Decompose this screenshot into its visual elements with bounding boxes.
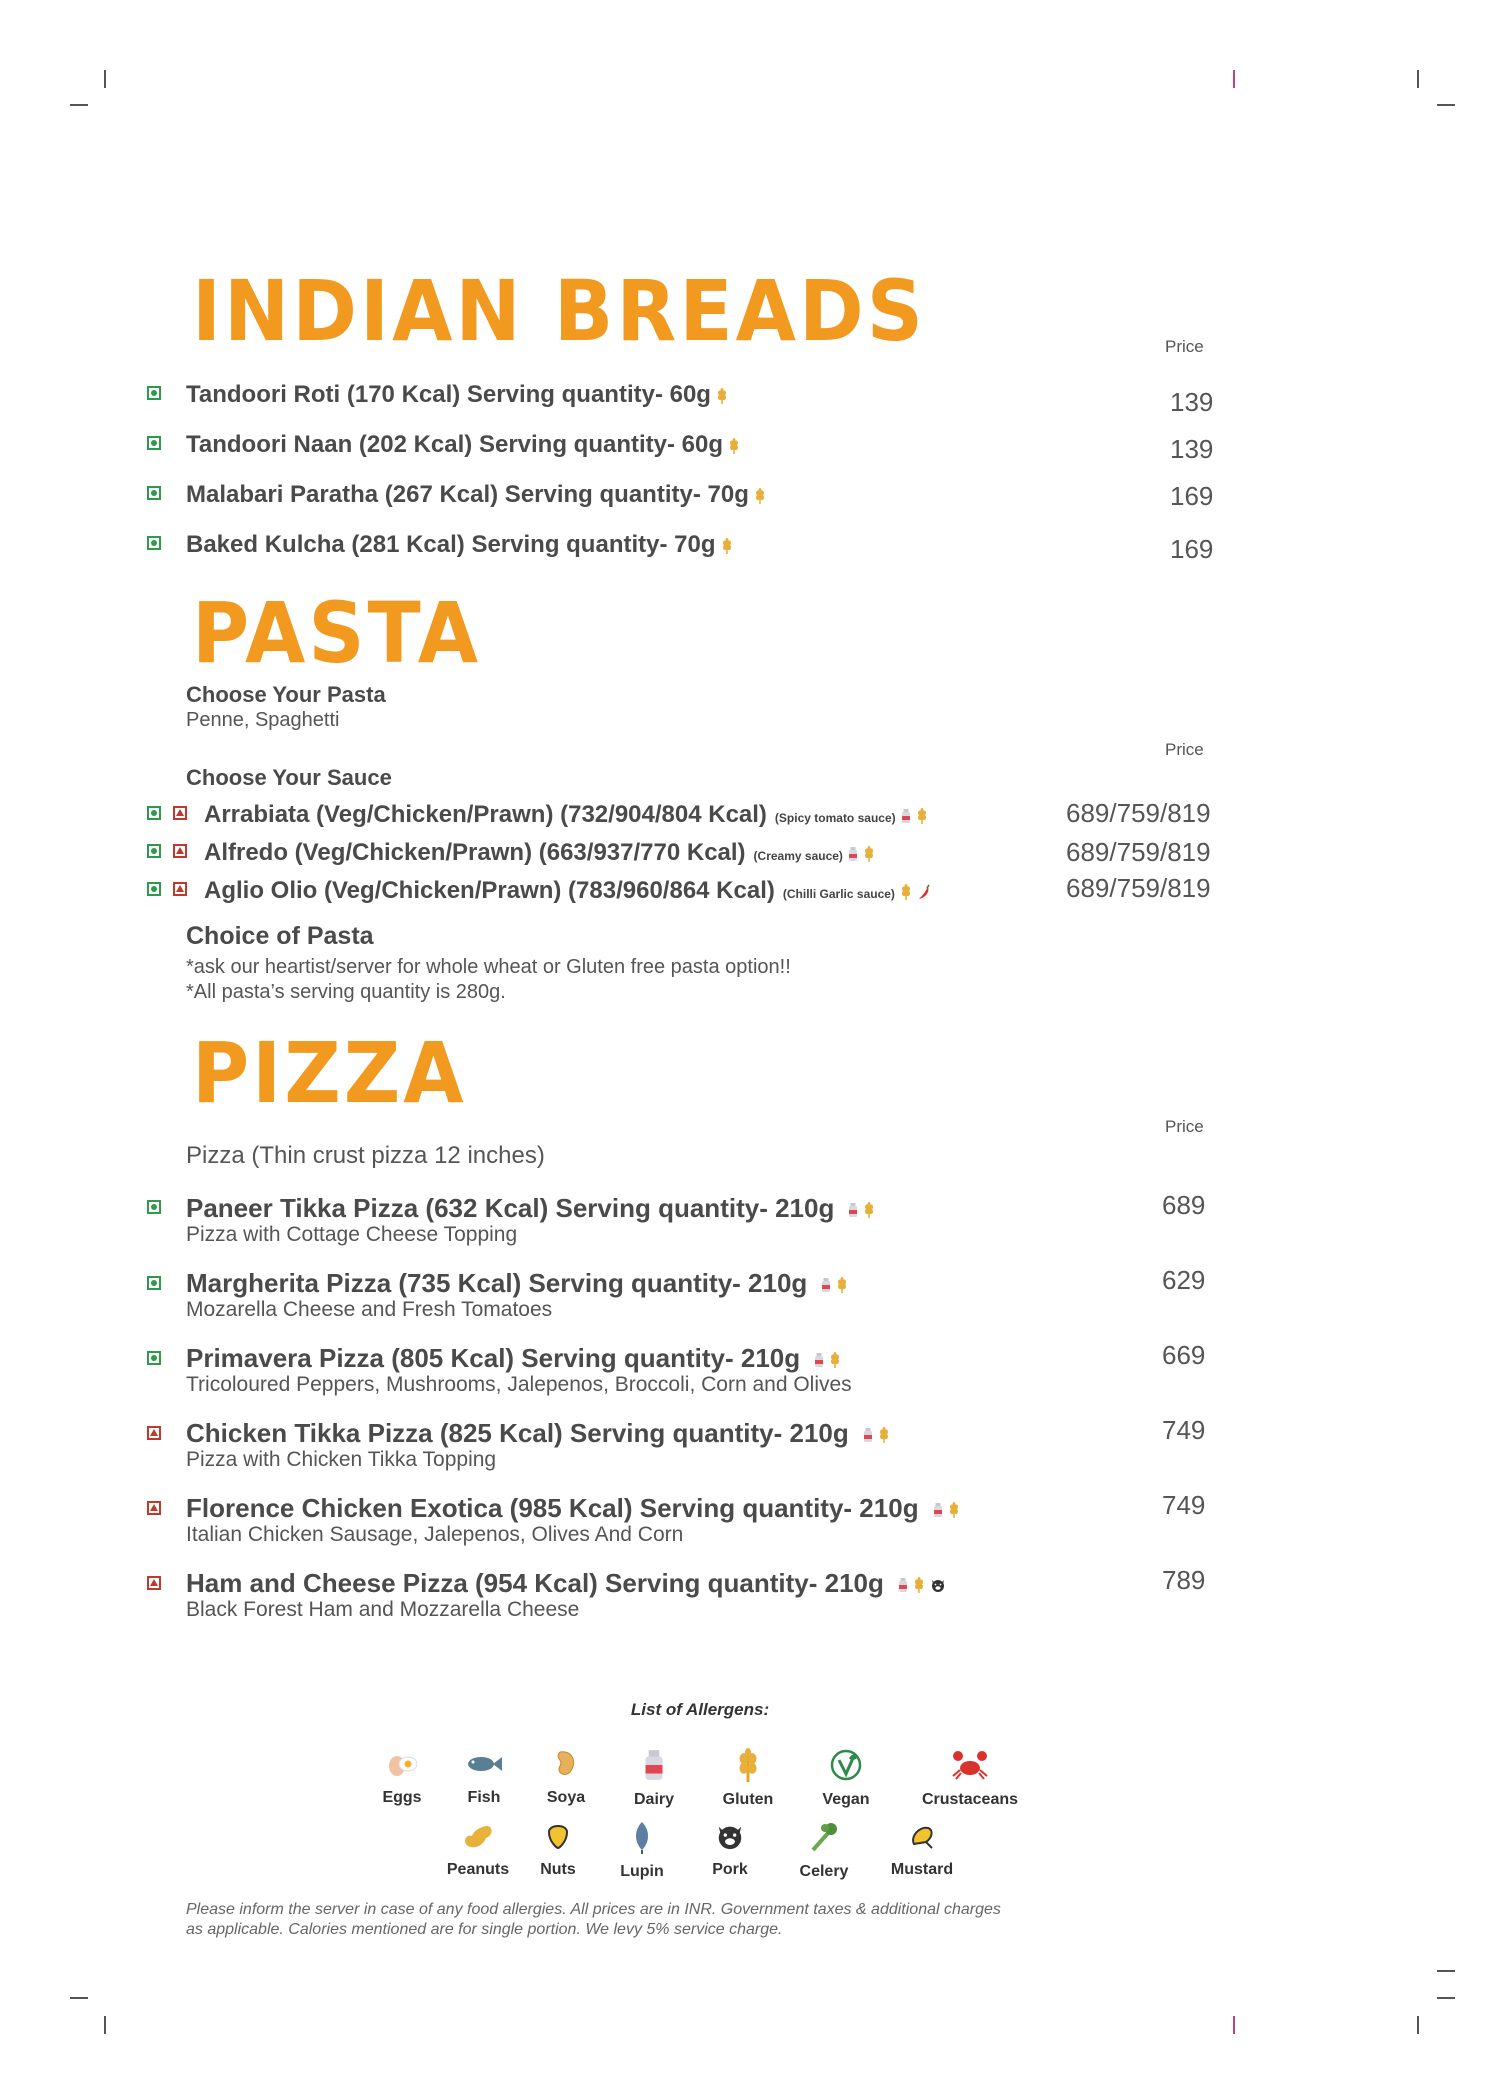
item-description: Tricoloured Peppers, Mushrooms, Jalepenos, Broccoli, Corn and Olives xyxy=(186,1373,852,1396)
item-name: Paneer Tikka Pizza (632 Kcal) Serving quantity- 210g xyxy=(186,1193,835,1223)
item-description: Mozarella Cheese and Fresh Tomatoes xyxy=(186,1298,553,1321)
item-price: 749 xyxy=(1162,1490,1206,1520)
peanut-icon xyxy=(460,1820,496,1852)
dairy-icon xyxy=(898,1577,908,1593)
nonveg-icon xyxy=(147,1501,161,1515)
celery-icon xyxy=(807,1820,841,1854)
crop-mark xyxy=(1437,104,1455,106)
item-description: Pizza with Cottage Cheese Topping xyxy=(186,1223,518,1246)
dairy-icon xyxy=(821,1277,831,1293)
sauce-note: (Creamy sauce) xyxy=(753,849,843,863)
gluten-icon xyxy=(900,884,912,900)
veg-icon xyxy=(147,882,161,896)
gluten-icon xyxy=(836,1277,848,1293)
price-header: Price xyxy=(1165,740,1204,759)
allergen-label: Peanuts xyxy=(446,1861,510,1878)
choice-of-pasta-heading: Choice of Pasta xyxy=(186,922,374,950)
section-title-pizza: PIZZA xyxy=(192,1025,467,1123)
allergen-label: Fish xyxy=(467,1789,501,1806)
crop-mark xyxy=(1417,70,1419,88)
crab-icon xyxy=(950,1748,990,1782)
item-price: 669 xyxy=(1162,1340,1206,1370)
allergen-label: Pork xyxy=(712,1861,748,1878)
allergen-label: Dairy xyxy=(633,1791,675,1808)
dairy-icon xyxy=(933,1502,943,1518)
item-name: Aglio Olio (Veg/Chicken/Prawn) (783/960/864 Kcal) xyxy=(204,877,775,904)
crop-mark xyxy=(1233,70,1235,88)
veg-icon xyxy=(147,536,161,550)
crop-mark xyxy=(70,1997,88,1999)
item-price: 169 xyxy=(1170,481,1214,511)
item-price: 689 xyxy=(1162,1190,1206,1220)
gluten-icon xyxy=(728,438,740,454)
nonveg-icon xyxy=(147,1426,161,1440)
dairy-icon xyxy=(863,1427,873,1443)
allergen-label: Vegan xyxy=(822,1791,870,1808)
section-title-indian-breads: INDIAN BREADS xyxy=(192,263,926,361)
item-description: Black Forest Ham and Mozzarella Cheese xyxy=(186,1598,580,1621)
dairy-icon xyxy=(901,808,911,824)
mustard-icon xyxy=(906,1820,938,1852)
gluten-icon xyxy=(754,488,766,504)
dairy-icon xyxy=(814,1352,824,1368)
item-name: Malabari Paratha (267 Kcal) Serving quantity- 70g xyxy=(186,481,749,508)
veg-icon xyxy=(147,486,161,500)
item-name: Alfredo (Veg/Chicken/Prawn) (663/937/770 Kcal) xyxy=(204,839,746,866)
footer-line: as applicable. Calories mentioned are for single portion. We levy 5% service charge. xyxy=(186,1921,783,1938)
veg-icon xyxy=(147,386,161,400)
chilli-icon xyxy=(917,884,931,900)
allergen-label: Soya xyxy=(546,1789,586,1806)
allergen-soya xyxy=(516,1748,616,1807)
item-price: 689/759/819 xyxy=(1066,798,1211,828)
item-name: Arrabiata (Veg/Chicken/Prawn) (732/904/804 Kcal) xyxy=(204,801,767,828)
sauce-note: (Chilli Garlic sauce) xyxy=(782,887,895,901)
allergen-pork xyxy=(680,1820,780,1879)
allergen-label: Nuts xyxy=(540,1861,576,1878)
section-title-pasta: PASTA xyxy=(192,585,482,683)
crop-mark xyxy=(1233,2016,1235,2034)
allergen-vegan xyxy=(796,1748,896,1809)
item-name: Margherita Pizza (735 Kcal) Serving quantity- 210g xyxy=(186,1268,808,1298)
item-name: Tandoori Roti (170 Kcal) Serving quantity- 60g xyxy=(186,381,711,408)
fish-icon xyxy=(464,1748,504,1780)
dairy-icon xyxy=(848,846,858,862)
price-header: Price xyxy=(1165,1117,1204,1136)
gluten-icon xyxy=(948,1502,960,1518)
allergen-label: Mustard xyxy=(890,1861,954,1878)
allergen-lupin xyxy=(592,1820,692,1881)
footer-line: Please inform the server in case of any food allergies. All prices are in INR. Government taxes & additional charges xyxy=(186,1901,1001,1918)
allergen-label: Gluten xyxy=(722,1791,774,1808)
item-name: Florence Chicken Exotica (985 Kcal) Serving quantity- 210g xyxy=(186,1493,919,1523)
item-price: 139 xyxy=(1170,387,1214,417)
pasta-note: *All pasta’s serving quantity is 280g. xyxy=(186,981,506,1003)
allergen-celery xyxy=(774,1820,874,1881)
pasta-options: Penne, Spaghetti xyxy=(186,709,340,731)
allergen-mustard xyxy=(872,1820,972,1879)
lupin-icon xyxy=(630,1820,654,1854)
gluten-icon xyxy=(721,538,733,554)
veg-icon xyxy=(147,806,161,820)
sauce-note: (Spicy tomato sauce) xyxy=(774,811,896,825)
item-price: 689/759/819 xyxy=(1066,873,1211,903)
crop-mark xyxy=(104,2016,106,2034)
nonveg-icon xyxy=(173,882,187,896)
gluten-icon xyxy=(863,1202,875,1218)
dairy-icon xyxy=(642,1748,666,1782)
choose-sauce-heading: Choose Your Sauce xyxy=(186,765,392,790)
nut-icon xyxy=(543,1820,573,1852)
veg-icon xyxy=(147,844,161,858)
veg-icon xyxy=(147,1200,161,1214)
item-name: Baked Kulcha (281 Kcal) Serving quantity- 70g xyxy=(186,531,716,558)
footer-note xyxy=(186,1900,1001,1940)
pizza-subtitle: Pizza (Thin crust pizza 12 inches) xyxy=(186,1142,545,1169)
pasta-note: *ask our heartist/server for whole wheat or Gluten free pasta option!! xyxy=(186,956,791,978)
dairy-icon xyxy=(848,1202,858,1218)
pork-icon xyxy=(715,1820,745,1852)
allergen-gluten xyxy=(698,1748,798,1809)
crop-mark xyxy=(70,104,88,106)
item-price: 689/759/819 xyxy=(1066,837,1211,867)
item-name: Chicken Tikka Pizza (825 Kcal) Serving quantity- 210g xyxy=(186,1418,849,1448)
gluten-icon xyxy=(829,1352,841,1368)
item-price: 749 xyxy=(1162,1415,1206,1445)
allergen-crustaceans xyxy=(920,1748,1020,1809)
nonveg-icon xyxy=(147,1576,161,1590)
gluten-icon xyxy=(716,388,728,404)
choose-pasta-heading: Choose Your Pasta xyxy=(186,682,386,707)
allergen-label: Eggs xyxy=(382,1789,422,1806)
crop-mark xyxy=(1437,1970,1455,1972)
allergen-label: Celery xyxy=(799,1863,849,1880)
gluten-icon xyxy=(913,1577,925,1593)
crop-mark xyxy=(1437,1997,1455,1999)
item-price: 629 xyxy=(1162,1265,1206,1295)
eggs-icon xyxy=(384,1748,420,1780)
vegan-icon xyxy=(829,1748,863,1782)
allergen-label: Lupin xyxy=(620,1863,664,1880)
gluten-icon xyxy=(916,808,928,824)
pork-icon xyxy=(930,1577,946,1593)
veg-icon xyxy=(147,1351,161,1365)
gluten-icon xyxy=(878,1427,890,1443)
item-description: Pizza with Chicken Tikka Topping xyxy=(186,1448,497,1471)
gluten-icon xyxy=(735,1748,761,1782)
item-name: Ham and Cheese Pizza (954 Kcal) Serving quantity- 210g xyxy=(186,1568,884,1598)
item-name: Primavera Pizza (805 Kcal) Serving quantity- 210g xyxy=(186,1343,801,1373)
allergen-label: Crustaceans xyxy=(921,1791,1019,1808)
crop-mark xyxy=(104,70,106,88)
nonveg-icon xyxy=(173,844,187,858)
allergen-list-title: List of Allergens: xyxy=(630,1700,770,1719)
price-header: Price xyxy=(1165,337,1204,356)
veg-icon xyxy=(147,436,161,450)
gluten-icon xyxy=(863,846,875,862)
allergen-dairy xyxy=(604,1748,704,1809)
veg-icon xyxy=(147,1276,161,1290)
nonveg-icon xyxy=(173,806,187,820)
item-description: Italian Chicken Sausage, Jalepenos, Olives And Corn xyxy=(186,1523,684,1546)
crop-mark xyxy=(1417,2016,1419,2034)
item-name: Tandoori Naan (202 Kcal) Serving quantity- 60g xyxy=(186,431,723,458)
item-price: 169 xyxy=(1170,534,1214,564)
item-price: 789 xyxy=(1162,1565,1206,1595)
soya-icon xyxy=(550,1748,582,1780)
item-price: 139 xyxy=(1170,434,1214,464)
